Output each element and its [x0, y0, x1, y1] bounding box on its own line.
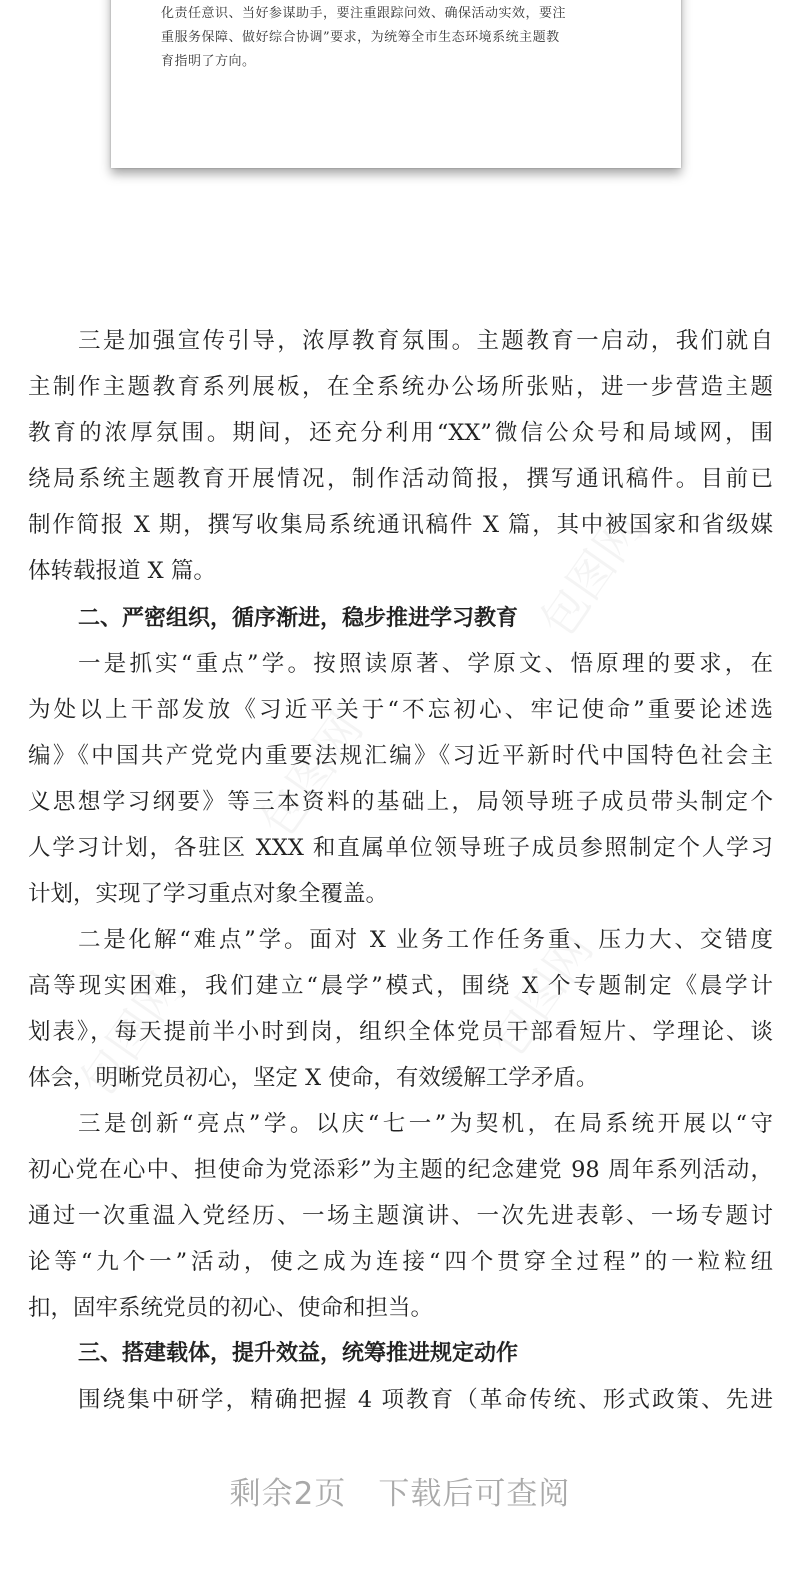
paragraph-line: 主制作主题教育系列展板，在全系统办公场所张贴，进一步营造主题	[28, 374, 773, 400]
paragraph-line: 初心党在心中、担使命为党添彩”为主题的纪念建党 98 周年系列活动，	[28, 1157, 773, 1183]
paragraph-line: 体会，明晰党员初心，坚定 X 使命，有效缓解工学矛盾。	[28, 1065, 599, 1091]
section-heading: 二、严密组织，循序渐进，稳步推进学习教育	[78, 606, 519, 631]
paragraph-line: 制作简报 X 期，撰写收集局系统通讯稿件 X 篇，其中被国家和省级媒	[28, 512, 773, 538]
paragraph-line: 人学习计划，各驻区 XXX 和直属单位领导班子成员参照制定个人学习	[28, 835, 773, 861]
paragraph-line: 计划，实现了学习重点对象全覆盖。	[28, 881, 389, 907]
section-heading: 三、搭建载体，提升效益，统筹推进规定动作	[78, 1341, 519, 1366]
paragraph-line: 一是抓实“重点”学。按照读原著、学原文、悟原理的要求，在	[78, 651, 773, 677]
paragraph-line: 通过一次重温入党经历、一场主题演讲、一次先进表彰、一场专题讨	[28, 1203, 773, 1229]
paragraph-line: 二是化解“难点”学。面对 X 业务工作任务重、压力大、交错度	[78, 927, 773, 953]
preview-line: 重服务保障、做好综合协调”要求，为统筹全市生态环境系统主题教	[161, 30, 560, 45]
paragraph-line: 为处以上干部发放《习近平关于“不忘初心、牢记使命”重要论述选	[28, 697, 773, 723]
preview-line: 化责任意识、当好参谋助手，要注重跟踪问效、确保活动实效，要注	[161, 6, 567, 21]
paragraph-line: 义思想学习纲要》等三本资料的基础上，局领导班子成员带头制定个	[28, 789, 773, 815]
paragraph-line: 扣，固牢系统党员的初心、使命和担当。	[28, 1295, 434, 1321]
remaining-pages-notice[interactable]: 剩余2页 下载后可查阅	[229, 1476, 571, 1512]
paragraph-line: 高等现实困难，我们建立“晨学”模式，围绕 X 个专题制定《晨学计	[28, 973, 773, 999]
paragraph-line: 体转载报道 X 篇。	[28, 558, 216, 584]
paragraph-line: 围绕集中研学，精确把握 4 项教育（革命传统、形式政策、先进	[78, 1387, 773, 1413]
previous-page-preview	[111, 0, 681, 168]
paragraph-line: 绕局系统主题教育开展情况，制作活动简报，撰写通讯稿件。目前已	[28, 466, 773, 492]
paragraph-line: 教育的浓厚氛围。期间，还充分利用“XX”微信公众号和局域网，围	[28, 420, 773, 446]
preview-line: 育指明了方向。	[161, 54, 256, 69]
paragraph-line: 论等“九个一”活动，使之成为连接“四个贯穿全过程”的一粒粒纽	[28, 1249, 773, 1275]
paragraph-line: 划表》，每天提前半小时到岗，组织全体党员干部看短片、学理论、谈	[28, 1019, 773, 1045]
paragraph-line: 三是创新“亮点”学。以庆“七一”为契机，在局系统开展以“守	[78, 1111, 773, 1137]
paragraph-line: 三是加强宣传引导，浓厚教育氛围。主题教育一启动，我们就自	[78, 328, 773, 354]
paragraph-line: 编》《中国共产党党内重要法规汇编》《习近平新时代中国特色社会主	[28, 743, 773, 769]
